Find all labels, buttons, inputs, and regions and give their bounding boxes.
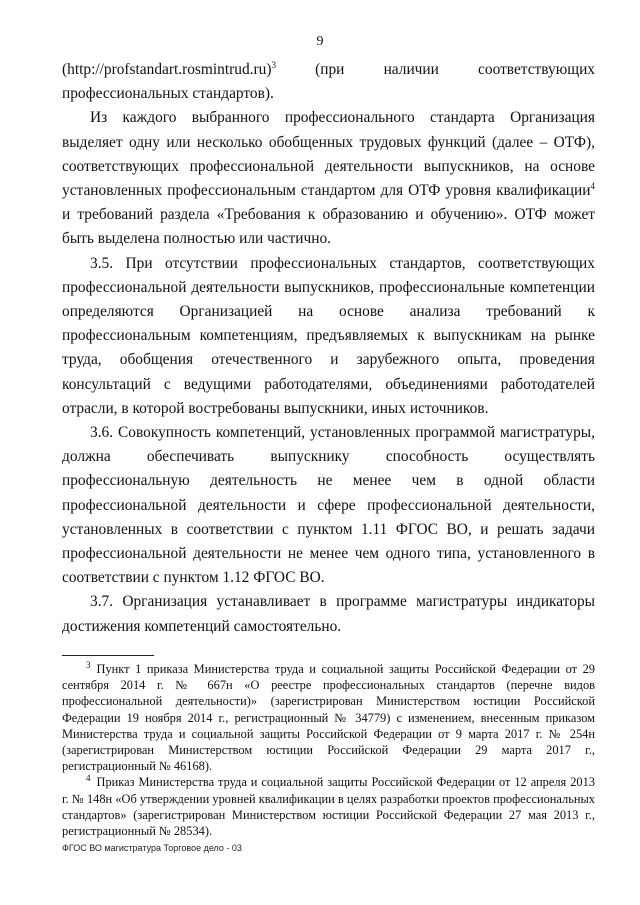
footnote-text: Приказ Министерства труда и социальной защиты Российской Федерации от 12 апреля 2013 г. № 148н «Об утверждении уровней квалификации в целях разработки проектов профессиональных стандартов» (зарегистрирован Министерством юстиции Российской Федерации 27 мая 2013 г., регистрационный № 28534).: [62, 775, 595, 839]
paragraph-3-6: 3.6. Совокупность компетенций, установленных программой магистратуры, должна обеспечивать выпускнику способность осуществлять профессиональную деятельность не менее чем в одной области профессиональной деятельности и сфере профессиональной деятельности, установленных в соответствии с пунктом 1.11 ФГОС ВО, и решать задачи профессиональной деятельности не менее чем одного типа, установленного в соответствии с пунктом 1.12 ФГОС ВО.: [62, 424, 595, 587]
footnote-mark: 4: [86, 773, 91, 784]
footnotes: [62, 661, 595, 839]
paragraph-text: Из каждого выбранного профессионального стандарта Организация выделяет одну или несколько обобщенных трудовых функций (далее – ОТФ), соответствующих профессиональной деятельности выпускников, на основе установленных профессиональным стандартом для ОТФ уровня квалификации: [62, 109, 595, 200]
footnote-text: Пункт 1 приказа Министерства труда и социальной защиты Российской Федерации от 29 сентября 2014 г. № 667н «О реестре профессиональных стандартов (перечне видов профессиональной деятельности)» (зарегистрирован Министерством юстиции Российской Федерации 19 ноября 2014 г., регистрационный № 34779) с изменением, внесенным приказом Министерства труда и социальной защиты Российской Федерации от 9 марта 2017 г. № 254н (зарегистрирован Министерством юстиции Российской Федерации 29 марта 2017 г., регистрационный № 46168).: [62, 662, 595, 774]
body-text: [62, 58, 595, 639]
paragraph-otf: [62, 106, 595, 251]
footnote-divider: [62, 655, 154, 656]
paragraph-text-after: (при наличии соответствующих профессиональных стандартов).: [62, 61, 595, 103]
page-footer: ФГОС ВО магистратура Торговое дело - 03: [62, 843, 242, 853]
paragraph-3-7: 3.7. Организация устанавливает в программе магистратуры индикаторы достижения компетенций самостоятельно.: [62, 593, 595, 635]
paragraph-3-5: 3.5. При отсутствии профессиональных стандартов, соответствующих профессиональной деятельности выпускников, профессиональные компетенции определяются Организацией на основе анализа требований к профессиональным компетенциям, предъявляемых к выпускникам на рынке труда, обобщения отечественного и зарубежного опыта, проведения консультаций с ведущими работодателями, объединениями работодателей отрасли, в которой востребованы выпускники, иных источников.: [62, 254, 595, 417]
footnote-reference[interactable]: 3: [271, 59, 276, 70]
paragraph-text: (http://profstandart.rosmintrud.ru): [62, 61, 272, 78]
paragraph-text-after: и требований раздела «Требования к образованию и обучению». ОТФ может быть выделена полностью или частично.: [62, 206, 595, 248]
footnote-3: [62, 661, 595, 774]
page-number: 9: [316, 34, 324, 49]
paragraph-continuation: [62, 58, 595, 106]
footnote-reference[interactable]: 4: [590, 180, 595, 191]
footnote-4: [62, 774, 595, 839]
footnote-mark: 3: [86, 659, 91, 670]
